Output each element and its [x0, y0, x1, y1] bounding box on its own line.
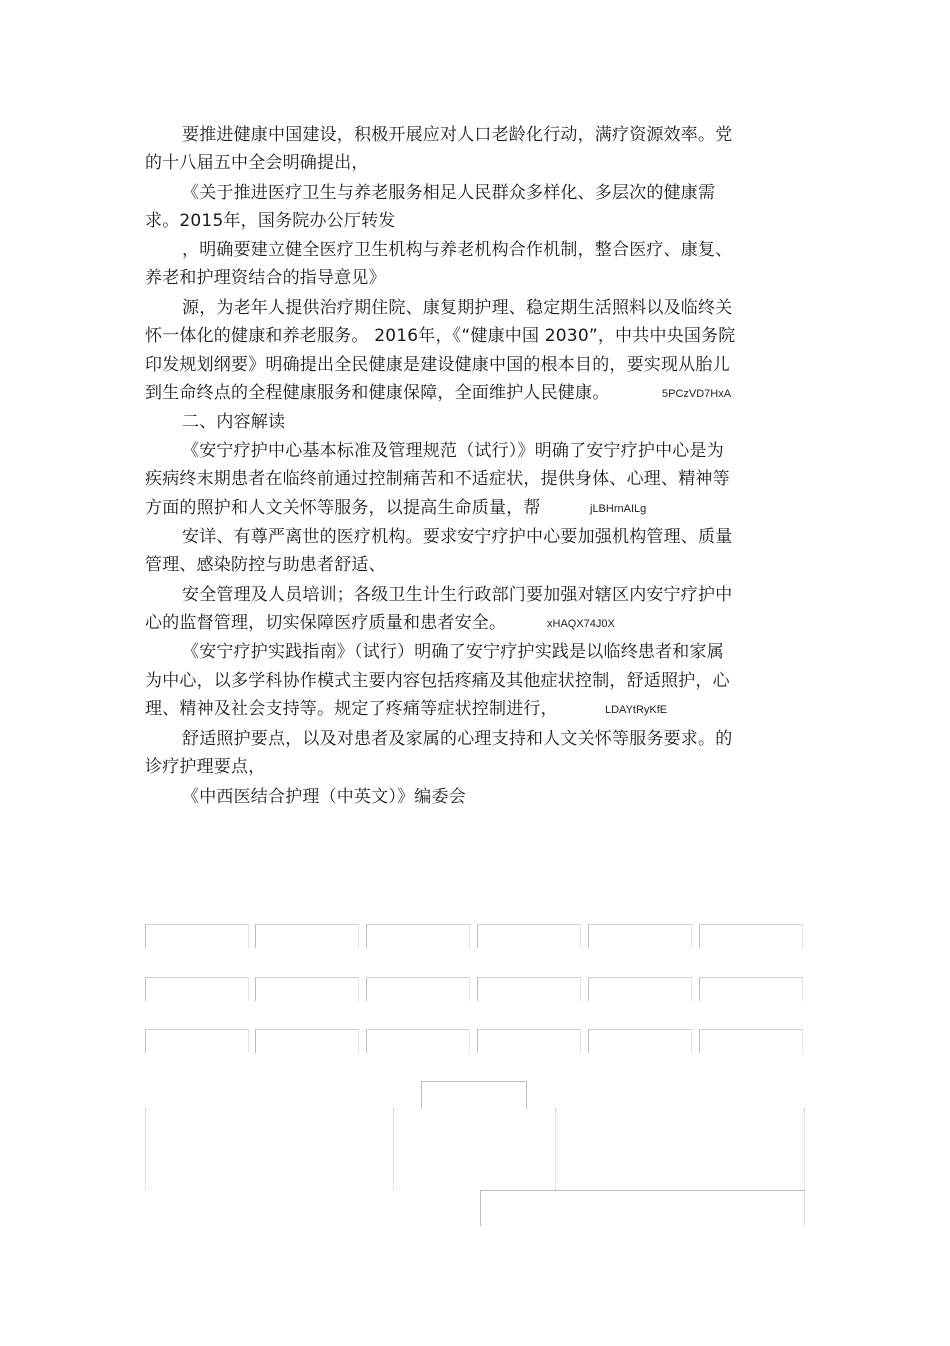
text-line: 怀一体化的健康和养老服务。 2016年，《“健康中国 2030”，中共中央国务院 [145, 326, 736, 346]
text-line: 诊疗护理要点， [145, 757, 266, 777]
text-line: 《关于推进医疗卫生与养老服务相足人民群众多样化、多层次的健康需 [182, 183, 716, 203]
grid-cell [255, 924, 359, 948]
grid-cell [477, 924, 581, 948]
text-line: 的十八届五中全会明确提出， [145, 153, 369, 173]
grid-cell [366, 977, 470, 1001]
grid-cell [477, 1029, 581, 1053]
text-line: 安详、有尊严离世的医疗机构。要求安宁疗护中心要加强机构管理、质量 [182, 527, 733, 547]
text-line: 心的监督管理，切实保障医疗质量和患者安全。 [145, 613, 507, 633]
empty-grid-row [145, 924, 805, 948]
text-line: 理、精神及社会支持等。规定了疼痛等症状控制进行， [145, 699, 558, 719]
text-line: 源，为老年人提供治疗期住院、康复期护理、稳定期生活照料以及临终关 [182, 298, 733, 318]
watermark-code: jLBHrnAILg [590, 503, 647, 515]
grid-cell [145, 977, 249, 1001]
grid-cell [699, 977, 803, 1001]
text-line: 求。2015年，国务院办公厅转发 [145, 211, 396, 231]
text-line: 《中西医结合护理（中英文）》编委会 [182, 787, 466, 807]
grid-cell [588, 924, 692, 948]
section-heading: 二、内容解读 [182, 412, 286, 432]
text-line: ，明确要建立健全医疗卫生机构与养老机构合作机制，整合医疗、康复、 [182, 240, 733, 260]
grid-cell [255, 1029, 359, 1053]
empty-box [421, 1081, 527, 1109]
text-line: 到生命终点的全程健康服务和健康保障，全面维护人民健康。 [145, 383, 610, 403]
text-line: 为中心，以多学科协作模式主要内容包括疼痛及其他症状控制，舒适照护，心 [145, 671, 730, 691]
grid-cell [255, 977, 359, 1001]
empty-box [480, 1190, 805, 1226]
grid-cell [477, 977, 581, 1001]
watermark-code: xHAQX74J0X [547, 618, 615, 630]
text-line: 《安宁疗护实践指南》（试行）明确了安宁疗护实践是以临终患者和家属 [182, 642, 724, 662]
text-line: 安全管理及人员培训；各级卫生计生行政部门要加强对辖区内安宁疗护中 [182, 585, 733, 605]
grid-cell [588, 977, 692, 1001]
form-divider [393, 1108, 394, 1190]
grid-cell [588, 1029, 692, 1053]
form-divider [555, 1108, 556, 1190]
grid-cell [145, 1029, 249, 1053]
text-line: 管理、感染防控与助患者舒适、 [145, 555, 386, 575]
text-line: 舒适照护要点，以及对患者及家属的心理支持和人文关怀等服务要求。的 [182, 729, 733, 749]
grid-cell [366, 1029, 470, 1053]
empty-grid-row [145, 1029, 805, 1053]
grid-cell [699, 1029, 803, 1053]
grid-cell [699, 924, 803, 948]
watermark-code: 5PCzVD7HxA [662, 388, 732, 400]
text-line: 《安宁疗护中心基本标准及管理规范（试行）》明确了安宁疗护中心是为 [182, 441, 724, 461]
grid-cell [366, 924, 470, 948]
text-line: 印发规划纲要》明确提出全民健康是建设健康中国的根本目的，要实现从胎儿 [145, 355, 730, 375]
text-line: 疾病终末期患者在临终前通过控制痛苦和不适症状，提供身体、心理、精神等 [145, 469, 730, 489]
text-line: 要推进健康中国建设，积极开展应对人口老龄化行动，满疗资源效率。党 [182, 125, 733, 145]
grid-cell [145, 924, 249, 948]
watermark-code: LDAYtRyKfE [605, 704, 668, 716]
empty-grid-row [145, 977, 805, 1001]
text-line: 养老和护理资结合的指导意见》 [145, 268, 386, 288]
text-line: 方面的照护和人文关怀等服务，以提高生命质量，帮 [145, 498, 541, 518]
empty-form-frame [145, 1108, 805, 1190]
